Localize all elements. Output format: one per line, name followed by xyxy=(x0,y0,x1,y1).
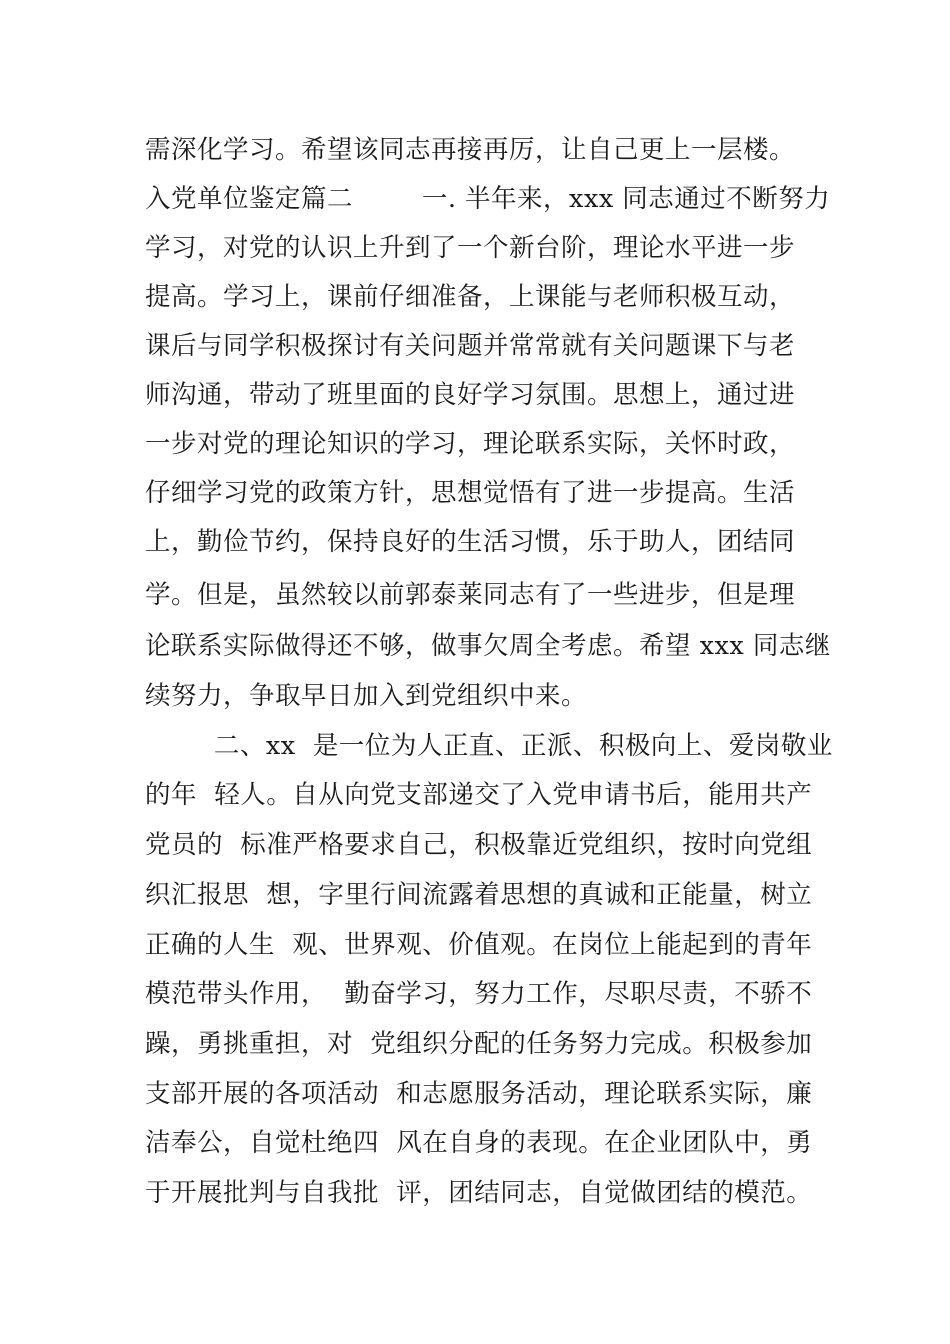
text-line: 上，勤俭节约，保持良好的生活习惯，乐于助人，团结同 xyxy=(145,527,796,557)
text-line: 的年 轻人。自从向党支部递交了入党申请书后，能用共产 xyxy=(145,780,813,810)
text-line: 于开展批判与自我批 评，团结同志，自觉做团结的模范。 xyxy=(145,1178,813,1208)
text-line: 躁，勇挑重担，对 党组织分配的任务努力完成。积极参加 xyxy=(145,1029,813,1059)
text-line: 续努力，争取早日加入到党组织中来。 xyxy=(145,681,588,711)
text-line: 仔细学习党的政策方针，思想觉悟有了进一步提高。生活 xyxy=(145,478,796,508)
text-line: 学。但是，虽然较以前郭泰莱同志有了一些进步，但是理 xyxy=(145,580,796,610)
text-line: 织汇报思 想，字里行间流露着思想的真诚和正能量，树立 xyxy=(145,880,813,910)
text-line: 一步对党的理论知识的学习，理论联系实际，关怀时政， xyxy=(145,429,796,459)
text-line: 正确的人生 观、世界观、价值观。在岗位上能起到的青年 xyxy=(145,930,813,960)
text-line: 党员的 标准严格要求自己，积极靠近党组织，按时向党组 xyxy=(145,830,813,860)
text-line: 学习，对党的认识上升到了一个新台阶，理论水平进一步 xyxy=(145,233,796,263)
text-line: 师沟通，带动了班里面的良好学习氛围。思想上，通过进 xyxy=(145,380,796,410)
text-line: 洁奉公，自觉杜绝四 风在自身的表现。在企业团队中，勇 xyxy=(145,1128,813,1158)
text-line: 课后与同学积极探讨有关问题并常常就有关问题课下与老 xyxy=(145,331,796,361)
text-line: 需深化学习。希望该同志再接再厉，让自己更上一层楼。 xyxy=(145,135,796,165)
text-line: 提高。学习上，课前仔细准备，上课能与老师积极互动， xyxy=(145,282,796,312)
text-line: 支部开展的各项活动 和志愿服务活动，理论联系实际，廉 xyxy=(145,1079,813,1109)
text-line: 模范带头作用， 勤奋学习，努力工作，尽职尽责，不骄不 xyxy=(145,979,813,1009)
text-line: 论联系实际做得还不够，做事欠周全考虑。希望 xxx 同志继 xyxy=(145,631,831,661)
text-line: 入党单位鉴定篇二 一. 半年来，xxx 同志通过不断努力 xyxy=(145,184,831,214)
text-line: 二、xx 是一位为人正直、正派、积极向上、爱岗敬业 xyxy=(145,731,833,761)
